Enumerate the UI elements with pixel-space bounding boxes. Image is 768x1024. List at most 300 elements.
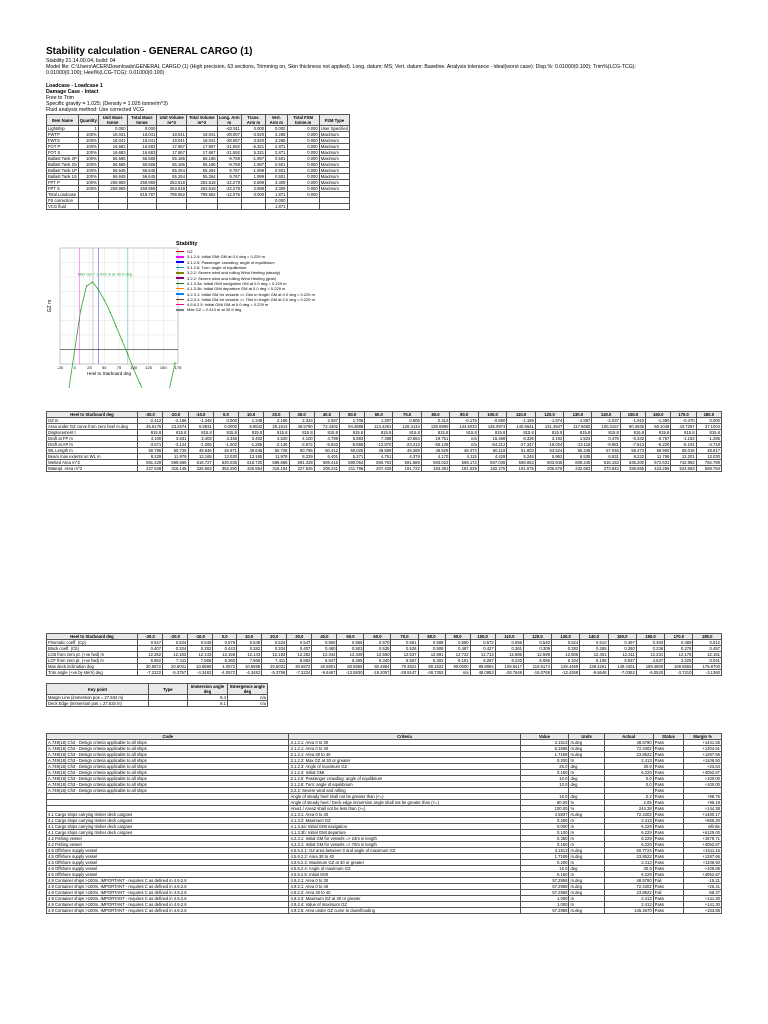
table-cell: 0.334 [163, 646, 188, 652]
table-cell: 72.4302 [604, 746, 653, 752]
table-cell: -3.671 [138, 442, 163, 448]
table-cell: 12.550 [364, 652, 391, 658]
table-cell: +865.20 [684, 818, 722, 824]
table-cell: Maximum [319, 162, 349, 168]
table-cell: 5.937 [608, 658, 636, 664]
table-cell: 815.8 [340, 430, 365, 436]
table-cell: 591.428 [289, 460, 314, 466]
x-tick-label: 175 [174, 365, 182, 370]
column-header: FSM Type [319, 115, 349, 126]
table-cell: 7.488 [365, 436, 393, 442]
table-cell: -4.719 [696, 442, 721, 448]
table-cell: 12.151 [693, 652, 722, 658]
table-cell: 4.100 [289, 436, 314, 442]
table-cell: 8.229 [289, 454, 314, 460]
table-cell: 0.150 [520, 842, 569, 848]
angle-header: 0.0 [213, 412, 238, 418]
gz-chart [46, 242, 182, 388]
table-cell: 0.309 [524, 646, 552, 652]
column-header: Actual [604, 734, 653, 740]
table-cell: 17.667 [157, 144, 187, 150]
table-cell [127, 204, 157, 210]
table-cell: 3.346 [213, 436, 238, 442]
angle-header: -10.0 [188, 412, 213, 418]
legend-swatch [176, 283, 184, 285]
table-cell: 4.9.2.1: Area 0 to 40 [289, 884, 520, 890]
table-cell: Maximum [319, 138, 349, 144]
row-label: Prismatic coeff. (Cp) [47, 640, 138, 646]
status-cell: Pass [653, 872, 684, 878]
table-cell: -9.759 [217, 156, 241, 162]
table-cell: 4.5.6.2.5: Initial GMt [289, 872, 520, 878]
table-cell: 6.104 [551, 658, 579, 664]
table-cell: 55.186 [157, 162, 187, 168]
table-cell: 12.176 [665, 652, 693, 658]
table-cell: 0.540 [524, 640, 552, 646]
table-row [47, 670, 722, 676]
table-cell: 48.0953 [470, 670, 495, 676]
table-cell: -2.412 [138, 418, 163, 424]
table-cell: 0.200 [520, 758, 569, 764]
table-cell: 0.260 [608, 646, 636, 652]
table-cell: 1.000 [520, 902, 569, 908]
table-cell: 57.046 [592, 448, 621, 454]
table-cell: 60.1048 [646, 424, 671, 430]
table-cell: 1.999 [241, 174, 265, 180]
table-cell: 598.172 [450, 460, 479, 466]
status-cell: Pass [653, 854, 684, 860]
table-cell: 100.00 [520, 806, 569, 812]
table-cell: Maximum [319, 144, 349, 150]
heel-header: Heel to Starboard deg [47, 634, 138, 640]
table-cell: 815.8 [671, 430, 696, 436]
table-cell: 94.4888 [340, 424, 365, 430]
angle-header: 20.0 [262, 634, 287, 640]
table-cell: 113.4291 [365, 424, 393, 430]
table-cell: 0.000 [696, 418, 721, 424]
status-cell: Pass [653, 782, 684, 788]
table-cell: m [569, 824, 604, 830]
table-cell: 4.1.3.3b: Initial GMt departure [289, 830, 520, 836]
table-cell [98, 204, 127, 210]
table-cell: 191.722 [393, 466, 422, 472]
table-cell [241, 204, 265, 210]
table-cell: 0.236 [636, 646, 664, 652]
table-cell: 3.2.2: Severe wind and rolling [289, 788, 520, 794]
table-cell: 12.344 [312, 652, 337, 658]
chart-legend [176, 242, 346, 322]
table-cell: 7.411 [163, 658, 188, 664]
table-cell: m.deg [569, 740, 604, 746]
table-cell: -48.7353 [418, 670, 445, 676]
table-cell: 6.229 [604, 830, 653, 836]
table-cell: -1.390 [646, 418, 671, 424]
table-cell: 598.653 [507, 460, 536, 466]
table-cell: 117.6660 [564, 424, 592, 430]
table-cell: 1.997 [241, 162, 265, 168]
table-cell: 12.143 [188, 652, 213, 658]
table-cell: 0.000 [287, 174, 319, 180]
table-cell: -1.163 [671, 436, 696, 442]
table-cell: 10.0 [520, 782, 569, 788]
table-cell: 6.862 [138, 658, 163, 664]
table-cell: 672.631 [646, 460, 671, 466]
table-cell: A.749(18) Ch3 - Design criteria applicable to all ships [47, 770, 289, 776]
table-cell: 3.1.2.4: Initial GMt [289, 770, 520, 776]
table-cell: 12.252 [138, 652, 163, 658]
row-label: Trim angle (+ve by stern) deg [47, 670, 138, 676]
table-cell: 4.1 Cargo ships carrying timber deck cargoes [47, 824, 289, 830]
table-cell: -27.347 [507, 442, 536, 448]
gz-point [139, 382, 140, 383]
table-cell: 208.241 [314, 466, 339, 472]
table-cell: 181.039 [450, 466, 479, 472]
table-cell: -5.843 [314, 442, 339, 448]
table-cell: 4.0572 [213, 664, 237, 670]
table-cell: A.749(18) Ch3 - Design criteria applicable to all ships [47, 752, 289, 758]
table-cell: -5.3757 [163, 670, 188, 676]
table-cell: 0.407 [287, 646, 312, 652]
table-cell: Area1 / Area2 shall not be less than (>=) [289, 806, 520, 812]
table-cell: 0.0000 [213, 424, 238, 430]
gz-point [80, 310, 81, 311]
table-cell: 56.566 [127, 162, 157, 168]
table-cell: 0.312 [421, 418, 450, 424]
table-cell: 6.9831 [188, 424, 213, 430]
table-cell: 207.426 [365, 466, 393, 472]
angle-header: 170.0 [665, 634, 693, 640]
table-cell: FOT S [47, 150, 79, 156]
table-cell: 227.626 [289, 466, 314, 472]
table-cell: 4.9 Container ships >100m. IMPORTANT - requires C as defined in 4.9.2.6 [47, 878, 289, 884]
table-cell: 72.4302 [314, 424, 339, 430]
table-cell: +144.38 [684, 806, 722, 812]
angle-header: -10.0 [188, 634, 213, 640]
status-cell: Pass [653, 896, 684, 902]
table-cell: -16.024 [535, 442, 564, 448]
table-cell: 12.401 [580, 652, 608, 658]
table-cell [186, 204, 217, 210]
column-header: Key point [47, 684, 149, 695]
table-cell: -1.159 [507, 418, 536, 424]
table-cell: 3.309 [266, 186, 287, 192]
legend-entries [176, 249, 346, 313]
table-cell: 46.971 [213, 448, 238, 454]
table-cell: 206.676 [535, 466, 564, 472]
table-cell: 0.487 [445, 646, 470, 652]
table-cell: 60.4884 [364, 664, 391, 670]
table-cell: 0.000 [127, 126, 157, 132]
table-cell: 5.962 [535, 454, 564, 460]
table-cell: 99.8084 [470, 664, 495, 670]
table-cell: 12.156 [213, 652, 237, 658]
table-cell: 2.899 [241, 186, 265, 192]
table-cell: 56.645 [127, 168, 157, 174]
table-cell: 6.229 [604, 842, 653, 848]
table-cell: 12.449 [337, 652, 364, 658]
legend-swatch [176, 261, 184, 263]
table-cell: 1.000 [520, 896, 569, 902]
table-cell: 0.556 [495, 640, 523, 646]
table-cell: 59.900 [646, 448, 671, 454]
table-cell: +26.41 [684, 884, 722, 890]
table-cell: 0.000 [287, 186, 319, 192]
table-cell: 0.581 [391, 640, 418, 646]
table-cell: -7.2224 [287, 670, 312, 676]
table-cell: deg [569, 866, 604, 872]
table-cell: 1.871 [266, 192, 287, 198]
table-cell: 1.348 [239, 418, 264, 424]
status-cell: Fail [653, 890, 684, 896]
table-row [47, 204, 350, 210]
table-cell: 17.667 [157, 150, 187, 156]
table-cell [78, 204, 98, 210]
table-cell: 6.086 [524, 658, 552, 664]
status-cell: Pass [653, 776, 684, 782]
legend-swatch [176, 309, 184, 311]
table-cell: 4.2 Fishing vessel [47, 836, 289, 842]
table-cell: 11.979 [163, 454, 188, 460]
table-cell: -15.21 [684, 878, 722, 884]
table-cell: 100% [78, 180, 98, 186]
table-cell: 4.9.2.3: Maximum GZ at 30 or greater [289, 896, 520, 902]
table-cell: 159.4800 [636, 664, 664, 670]
table-cell: 55.264 [186, 168, 217, 174]
table-cell: 0.443 [213, 646, 237, 652]
table-header-row [47, 115, 350, 126]
angle-header: 150.0 [608, 634, 636, 640]
table-cell: Total Loadcase [47, 192, 79, 198]
table-cell: +1304.61 [684, 746, 722, 752]
table-cell: -19.0768 [524, 670, 552, 676]
status-cell: Fail [653, 878, 684, 884]
column-header: Long. Arm m [218, 115, 240, 125]
table-cell: 46.5176 [138, 424, 163, 430]
table-cell: m.deg [569, 752, 604, 758]
angle-header: 110.0 [495, 634, 523, 640]
angle-header: 40.0 [314, 412, 339, 418]
table-cell: -0.767 [646, 436, 671, 442]
table-cell: 603.646 [535, 460, 564, 466]
table-cell: 90.0000 [445, 664, 470, 670]
table-cell: 3.192 [535, 436, 564, 442]
table-cell [287, 204, 319, 210]
status-cell: Pass [653, 800, 684, 806]
table-cell: 616.153 [592, 460, 621, 466]
table-cell: 3.309 [266, 180, 287, 186]
status-cell: Pass [653, 794, 684, 800]
table-cell: 12.637 [391, 652, 418, 658]
column-header: Immersion angle deg [187, 684, 227, 695]
angle-header: 160.0 [646, 412, 671, 418]
table-cell: -2.899 [241, 180, 265, 186]
table-cell: +1287.66 [684, 752, 722, 758]
table-cell: 6.267 [470, 658, 495, 664]
table-cell: 0.427 [470, 646, 495, 652]
angle-header: 40.0 [312, 634, 337, 640]
table-cell: -1.348 [188, 418, 213, 424]
table-cell: 3.1.2.2: Max GZ at 30 or greater [289, 758, 520, 764]
table-cell: 50.119 [478, 448, 507, 454]
table-cell: 16.683 [98, 144, 127, 150]
table-cell: 48.474 [450, 448, 479, 454]
table-cell: 3.1.2.1: Area 0 to 30 [289, 740, 520, 746]
table-cell: 12.506 [551, 652, 579, 658]
table-cell: 6.9842 [239, 424, 264, 430]
table-cell: FPT S [47, 186, 79, 192]
table-cell: 4.1 Cargo ships carrying timber deck cargoes [47, 830, 289, 836]
table-cell: 51.603 [507, 448, 536, 454]
legend-title: Stability [176, 241, 198, 247]
angle-header: 180.0 [696, 412, 721, 418]
table-cell: 815.8 [592, 430, 621, 436]
table-cell: Maximum [319, 168, 349, 174]
table-cell: 12.183 [163, 652, 188, 658]
table-cell: 0.265 [580, 646, 608, 652]
legend-swatch [176, 251, 184, 253]
status-cell: Pass [653, 818, 684, 824]
table-cell: VCG fluid [47, 204, 79, 210]
table-cell: 4.1.3.1: Area 0 to 40 [289, 812, 520, 818]
table-cell: -54.212 [478, 442, 507, 448]
table-cell: 138.0880 [421, 424, 450, 430]
table-cell: 3.402 [239, 436, 264, 442]
table-cell: -3.041 [693, 658, 722, 664]
table-cell: 0.0 [604, 776, 653, 782]
table-cell: 119.5174 [524, 664, 552, 670]
table-cell: 6.557 [391, 658, 418, 664]
table-cell: 0.547 [287, 640, 312, 646]
table-cell: 2.871 [266, 150, 287, 156]
table-cell: 0.547 [138, 640, 163, 646]
table-cell: m [569, 872, 604, 878]
table-cell: 0.278 [665, 646, 693, 652]
table-cell: 6.229 [604, 872, 653, 878]
legend-swatch [176, 267, 184, 269]
table-cell: 11.978 [264, 454, 289, 460]
table-cell: +96.19 [684, 800, 722, 806]
status-cell: Pass [653, 770, 684, 776]
table-cell: 523.663 [671, 466, 696, 472]
table-cell: 50.5655 [337, 664, 364, 670]
table-cell: FWTS [47, 138, 79, 144]
fluid-method: Fluid analysis method: Use corrected VCG [46, 107, 145, 113]
keypoint-table [46, 683, 268, 707]
table-cell: 50.786 [289, 448, 314, 454]
table-cell: deg [569, 782, 604, 788]
model-line: Model file: C:\Users\ACER\Downloads\GENERAL CARGO (1) (High precision, 63 sections, Trimming on, Skin thickness not applied). Long. datum: MS; Vert. datum: Baseline. Analysis tolerance - ideal(worst case): Disp.%: 0.01000(0.100); Trim%(LCG-TCG): [46, 64, 636, 70]
table-cell: Angle of steady heel / Deck edge immersion angle shall not be greater than (<=) [289, 800, 520, 806]
table-cell: 815.8 [188, 430, 213, 436]
table-cell: 80.3935 [620, 424, 645, 430]
table-cell: m.deg [569, 812, 604, 818]
table-cell: 0.150 [520, 872, 569, 878]
table-cell: 4.789 [314, 436, 339, 442]
row-label: Draft at FP m [47, 436, 138, 442]
status-cell: Pass [653, 764, 684, 770]
legend-label: 4.5.6.2.5: Initial GMt GM at 0.0 deg = 0.229 m [187, 302, 269, 308]
legend-swatch [176, 293, 184, 295]
table-cell: 56.566 [98, 156, 127, 162]
table-cell: 16.683 [127, 144, 157, 150]
column-header: Unit Volume m^3 [157, 115, 187, 126]
table-cell: 0.501 [266, 168, 287, 174]
heel-table [46, 411, 722, 472]
table-cell: 4.9 Container ships >100m. IMPORTANT - requires C as defined in 4.9.2.6 [47, 890, 289, 896]
legend-label: 4.1.3.3a: Initial GMt navigation GM at 0.0 deg = 0.229 m [187, 280, 287, 286]
table-cell: 742.963 [671, 460, 696, 466]
table-cell: 0.000 [241, 126, 265, 132]
table-cell: -2.186 [163, 418, 188, 424]
angle-header: 140.0 [592, 412, 621, 418]
column-header: Vert. Arm m [266, 115, 287, 126]
table-cell: 0.501 [266, 174, 287, 180]
table-cell: % [569, 800, 604, 806]
table-cell: Ballast Tank 2S [48, 162, 77, 167]
table-cell: 183.381 [421, 466, 450, 472]
table-cell: m [569, 758, 604, 764]
table-cell: 3.1513 [520, 740, 569, 746]
table-cell: 129.4459 [551, 664, 579, 670]
row-label: Wetted Area m^2 [47, 460, 138, 466]
table-cell: m [569, 830, 604, 836]
table-cell: 782.789 [696, 460, 721, 466]
table-cell: m.deg [569, 854, 604, 860]
table-cell: 0.580 [445, 640, 470, 646]
table-cell: -9.759 [217, 162, 241, 168]
table-cell: 2.413 [604, 902, 653, 908]
angle-header: 120.0 [524, 634, 552, 640]
table-cell: n/a [227, 695, 267, 701]
table-cell: 815.8 [393, 430, 422, 436]
table-cell: 0.560 [312, 640, 337, 646]
loadcase-heading: Loadcase - Loadcase 1 [46, 83, 103, 89]
gz-point [121, 340, 122, 341]
table-cell: 59.016 [671, 448, 696, 454]
table-cell: A.749(18) Ch3 - Design criteria applicable to all ships [47, 764, 289, 770]
table-cell: 18.041 [186, 138, 217, 144]
table-cell: +4052.67 [684, 770, 722, 776]
table-cell: 13.030 [696, 454, 721, 460]
x-tick-label: 25 [87, 365, 92, 370]
table-cell: 7.566 [188, 658, 213, 664]
table-cell: 336.655 [620, 466, 645, 472]
angle-header: -30.0 [138, 634, 163, 640]
legend-item [176, 307, 346, 312]
status-cell: Pass [653, 884, 684, 890]
gz-point [104, 299, 105, 300]
table-cell: 1.7189 [520, 752, 569, 758]
table-cell: -9.6467 [312, 670, 337, 676]
table-cell: 0.250 [520, 818, 569, 824]
table-cell [217, 204, 241, 210]
table-cell: 72.4302 [604, 812, 653, 818]
table-cell: 4.115 [450, 454, 479, 460]
table-cell: 57.2958 [520, 890, 569, 896]
table-cell: 3.1.2.6: Turn: angle of equilibrium [289, 782, 520, 788]
x-tick-label: 100 [130, 365, 138, 370]
table-cell: 423.256 [646, 466, 671, 472]
angle-header: 10.0 [237, 634, 262, 640]
table-cell: 18.041 [98, 132, 127, 138]
table-cell: 0.000 [213, 418, 238, 424]
table-cell: 4.9 Container ships >100m. IMPORTANT - requires C as defined in 4.9.2.6 [47, 884, 289, 890]
table-cell: 0.000 [287, 192, 319, 198]
table-cell: 0.100 [520, 830, 569, 836]
table-cell: A.749(18) Ch3 - Design criteria applicable to all ships [47, 746, 289, 752]
table-cell: 50.728 [264, 448, 289, 454]
angle-header: 130.0 [551, 634, 579, 640]
